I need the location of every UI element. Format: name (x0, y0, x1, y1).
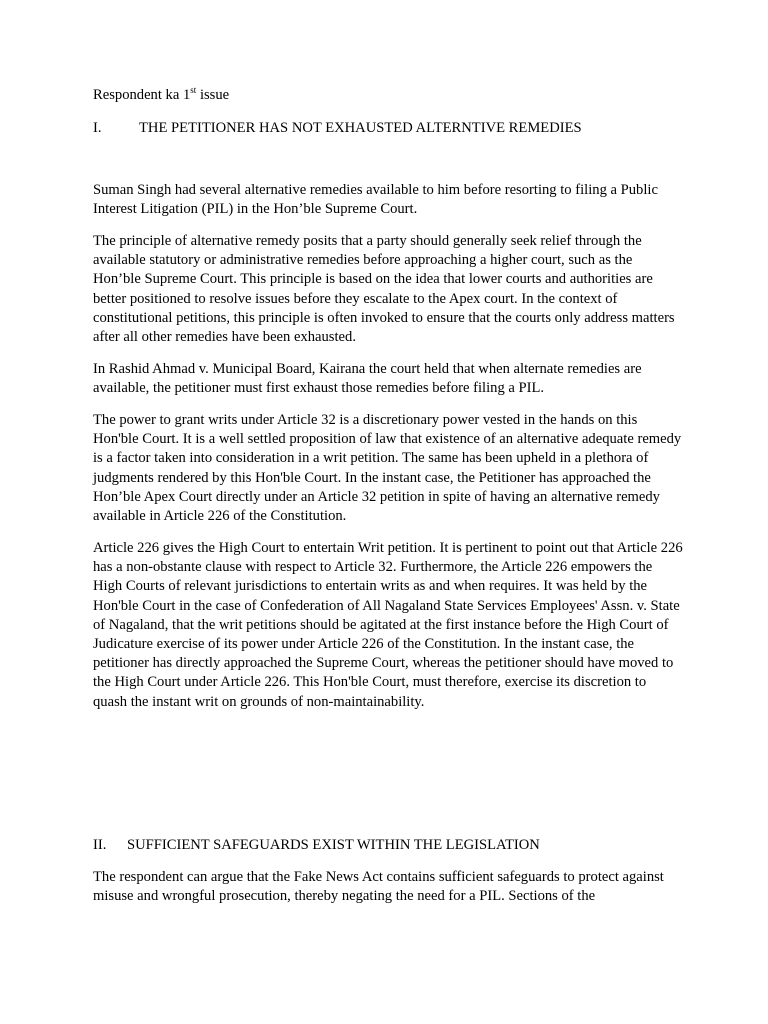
section-1-number: I. (93, 120, 102, 136)
paragraph: The respondent can argue that the Fake News Act contains sufficient safeguards to protect against misuse and wrongful prosecution, thereby negating the need for a PIL. Sections of the (93, 869, 664, 905)
section-2-number: II. (93, 837, 107, 853)
paragraph: In Rashid Ahmad v. Municipal Board, Kairana the court held that when alternate remedies are available, the petitioner must first exhaust those remedies before filing a PIL. (93, 361, 642, 397)
paragraph: Suman Singh had several alternative remedies available to him before resorting to filing a Public Interest Litigation (PIL) in the Hon’ble Supreme Court. (93, 182, 658, 218)
preheading-superscript: st (190, 85, 197, 95)
section-2-heading (93, 836, 540, 855)
paragraph: The power to grant writs under Article 32 is a discretionary power vested in the hands on this Hon'ble Court. It is a well settled proposition of law that existence of an alternative adequate remedy is a factor taken into consideration in a writ petition. The same has been upheld in a plethora of judgments rendered by this Hon'ble Court. In the instant case, the Petitioner has approached the Hon’ble Apex Court directly under an Article 32 petition in spite of having an alternative remedy available in Article 226 of the Constitution. (93, 412, 682, 525)
section-1-heading (93, 119, 582, 138)
preheading-text: Respondent ka 1 (93, 87, 191, 103)
preheading-text-end: issue (196, 87, 230, 103)
section-1-title: THE PETITIONER HAS NOT EXHAUSTED ALTERNTIVE REMEDIES (139, 120, 582, 136)
paragraph: Article 226 gives the High Court to entertain Writ petition. It is pertinent to point out that Article 226 has a non-obstante clause with respect to Article 32. Furthermore, the Article 226 empowers the High Courts of relevant jurisdictions to entertain writs as and when requires. It was held by the Hon'ble Court in the case of Confederation of All Nagaland State Services Employees' Assn. v. State of Nagaland, that the writ petitions should be agitated at the first instance before the High Court of Judicature exercise of its power under Article 226 of the Constitution. In the instant case, the petitioner has directly approached the Supreme Court, whereas the petitioner should have moved to the High Court under Article 226. This Hon'ble Court, must therefore, exercise its discretion to quash the instant writ on grounds of non-maintainability. (93, 540, 683, 710)
paragraph: The principle of alternative remedy posits that a party should generally seek relief through the available statutory or administrative remedies before approaching a higher court, such as the Hon’ble Supreme Court. This principle is based on the idea that lower courts and authorities are better positioned to resolve issues before they escalate to the Apex court. In the context of constitutional petitions, this principle is often invoked to ensure that the courts only address matters after all other remedies have been exhausted. (93, 233, 675, 346)
section-2-title: SUFFICIENT SAFEGUARDS EXIST WITHIN THE LEGISLATION (127, 837, 540, 853)
preheading (93, 86, 683, 105)
